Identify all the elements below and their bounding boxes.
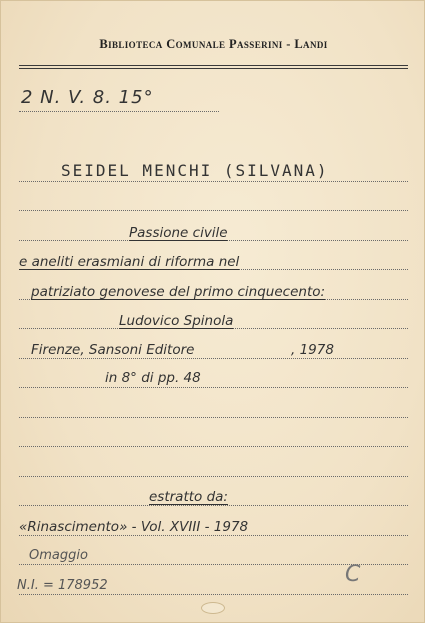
ruled-line [19,535,408,536]
format: in 8° di pp. 48 [105,370,201,386]
publisher: Firenze, Sansoni Editore [31,342,195,358]
ruled-line [19,476,408,477]
pencil-mark: C [345,562,361,587]
extract-label: estratto da: [149,489,228,505]
title-line-2: e aneliti erasmiani di riforma nel [19,254,240,270]
card-punch-hole [201,602,225,614]
library-header: Biblioteca Comunale Passerini - Landi [99,37,328,51]
ruled-line [19,594,408,595]
ruled-line [19,210,408,211]
author-heading: SEIDEL MENCHI (SILVANA) [61,161,329,180]
gift-note: Omaggio [29,548,88,563]
header-rule-top [19,65,408,66]
ruled-line [19,181,408,182]
ruled-line [19,387,408,388]
shelfmark-line [19,111,219,112]
header-rule-bottom [19,68,408,69]
publication-year: , 1978 [291,342,334,358]
extract-source: «Rinascimento» - Vol. XVIII - 1978 [19,519,249,535]
ruled-line [19,505,408,506]
title-line-4: Ludovico Spinola [119,313,234,329]
ruled-line [19,446,408,447]
shelfmark: 2 N. V. 8. 15° [21,87,154,108]
title-line-1: Passione civile [129,225,228,241]
ruled-line [19,358,408,359]
ruled-line [19,417,408,418]
title-line-3: patriziato genovese del primo cinquecento: [31,284,326,300]
inventory-number: N.I. = 178952 [17,578,108,593]
